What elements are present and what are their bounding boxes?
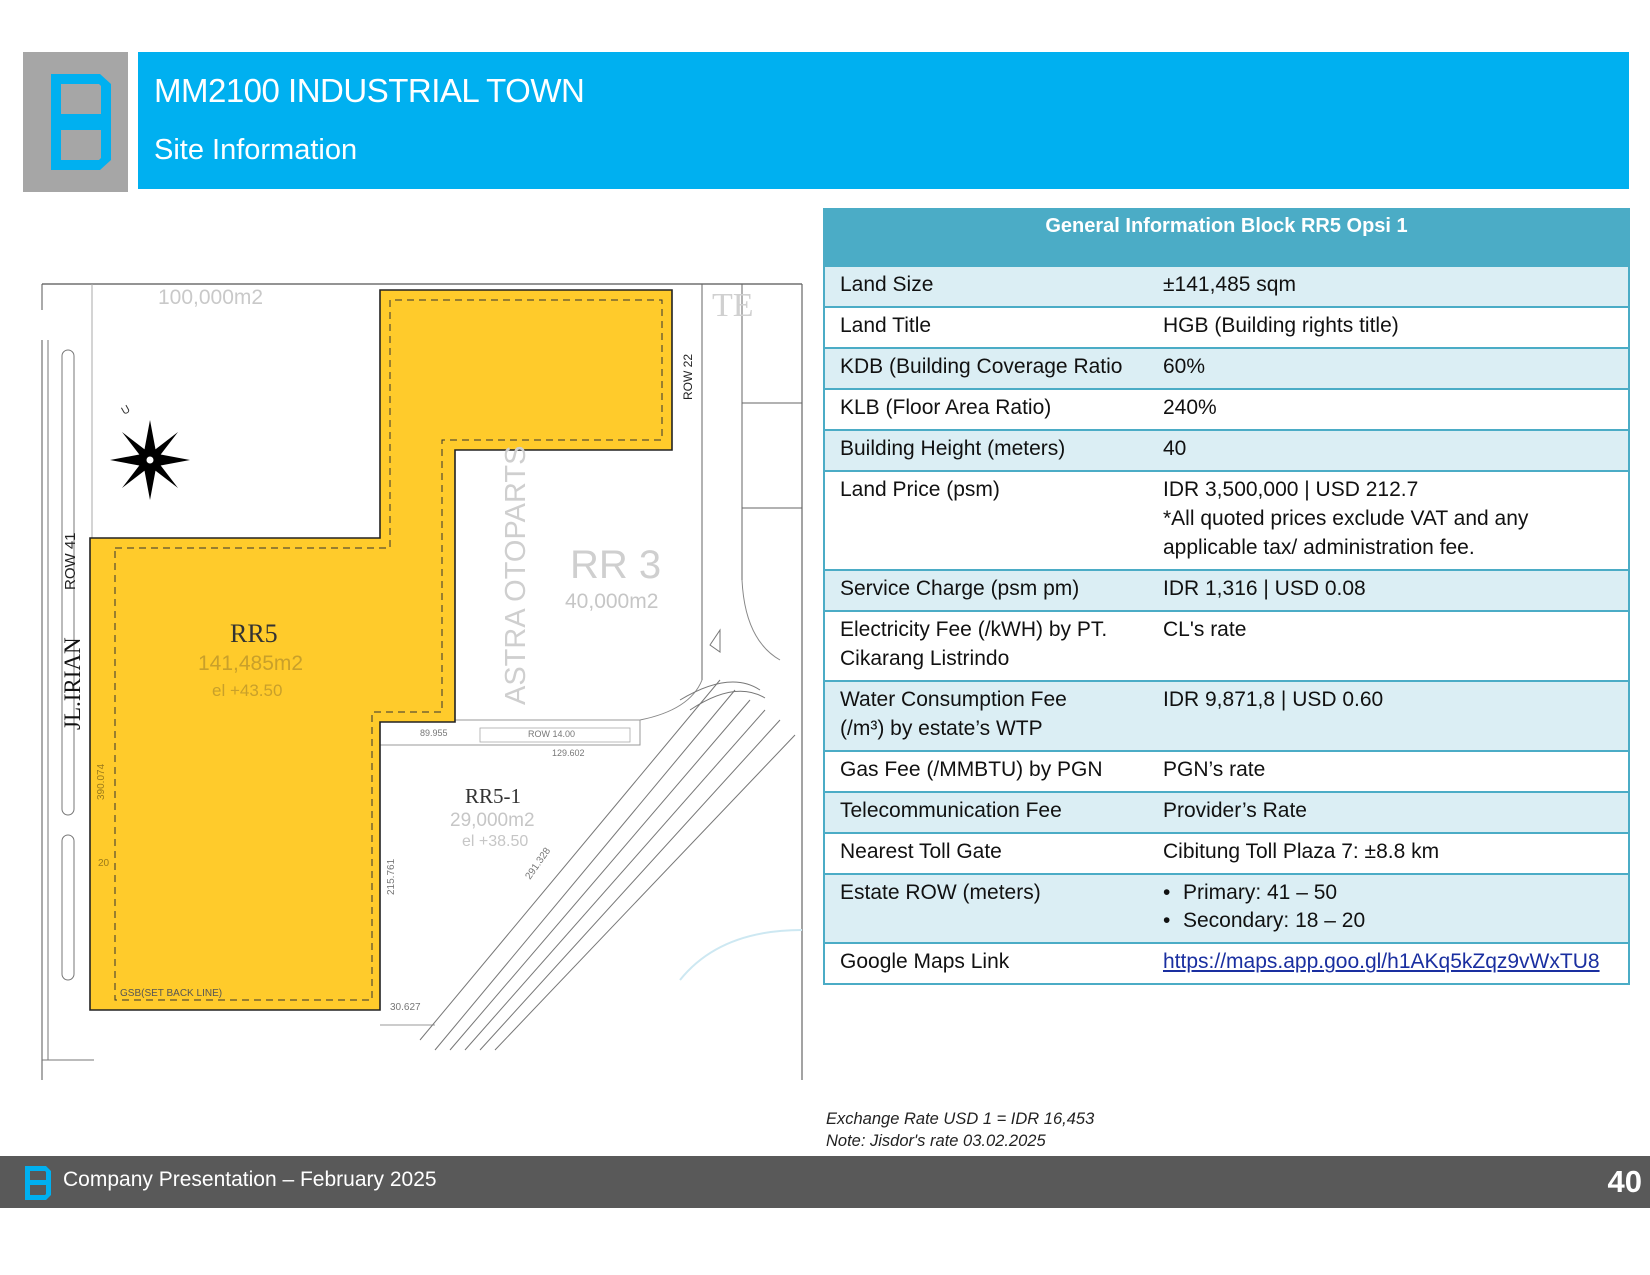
dim-390: 390.074 <box>96 763 107 800</box>
table-row <box>824 874 1629 944</box>
footer-text: Company Presentation – February 2025 <box>63 1168 437 1191</box>
road-label: JL.IRIAN <box>60 637 85 730</box>
te-label: TE <box>712 287 754 324</box>
table-row <box>824 681 1629 751</box>
rr5-elevation: el +43.50 <box>212 681 283 700</box>
compass-label: U <box>119 403 133 418</box>
site-plan-map <box>40 280 810 1085</box>
row-label: KDB (Building Coverage Ratio <box>824 348 1153 389</box>
dim-129: 129.602 <box>552 748 585 758</box>
row-label-line2: (/m³) by estate’s WTP <box>840 716 1043 740</box>
row-value: CL's rate <box>1153 611 1629 681</box>
row-label: Service Charge (psm pm) <box>824 570 1153 611</box>
row-label: Land Title <box>824 307 1153 348</box>
row-value: HGB (Building rights title) <box>1153 307 1629 348</box>
row-label: Google Maps Link <box>824 943 1153 984</box>
rr5-name: RR5 <box>230 619 278 648</box>
row-value: PGN’s rate <box>1153 751 1629 792</box>
footer-logo-icon <box>22 1164 54 1202</box>
header-bar <box>138 52 1629 189</box>
row-value-list <box>1153 874 1629 944</box>
exchange-notes <box>826 1108 1094 1153</box>
table-row <box>824 570 1629 611</box>
dim-89: 89.955 <box>420 728 448 738</box>
row-bullet: • Secondary: 18 – 20 <box>1183 907 1620 936</box>
row-label-group <box>824 681 1153 751</box>
row-bullet: • Primary: 41 – 50 <box>1183 879 1620 908</box>
row-value: 40 <box>1153 430 1629 471</box>
page-subtitle: Site Information <box>154 134 358 166</box>
row-label: Gas Fee (/MMBTU) by PGN <box>824 751 1153 792</box>
top-area-label: 100,000m2 <box>158 286 264 309</box>
row-label: Land Price (psm) <box>824 471 1153 570</box>
table-heading: General Information Block RR5 Opsi 1 <box>824 209 1629 266</box>
table-row <box>824 611 1629 681</box>
row-value: 60% <box>1153 348 1629 389</box>
row-label: Building Height (meters) <box>824 430 1153 471</box>
general-info-table <box>823 208 1630 985</box>
rr5-area: 141,485m2 <box>198 652 304 675</box>
exchange-rate: Exchange Rate USD 1 = IDR 16,453 <box>826 1110 1095 1128</box>
row41-label: ROW 41 <box>62 532 79 590</box>
table-row <box>824 266 1629 307</box>
row-value: IDR 9,871,8 | USD 0.60 <box>1153 681 1629 751</box>
dim-row14: ROW 14.00 <box>528 729 576 739</box>
dim-215: 215.761 <box>386 858 397 895</box>
row-value: IDR 1,316 | USD 0.08 <box>1153 570 1629 611</box>
row-label: Nearest Toll Gate <box>824 833 1153 874</box>
table-row <box>824 307 1629 348</box>
setback-label: GSB(SET BACK LINE) <box>120 988 223 999</box>
rr3-area: 40,000m2 <box>565 590 659 613</box>
rr51-area: 29,000m2 <box>450 810 535 831</box>
row-value: 240% <box>1153 389 1629 430</box>
footer-bar <box>0 1156 1650 1208</box>
table-row <box>824 348 1629 389</box>
row-label: Electricity Fee (/kWH) by PT. Cikarang Listrindo <box>824 611 1153 681</box>
dim-20: 20 <box>98 858 110 869</box>
row22-label: ROW 22 <box>681 353 695 400</box>
table-row <box>824 792 1629 833</box>
row-value-group <box>1153 471 1629 570</box>
row-label: Estate ROW (meters) <box>824 874 1153 944</box>
row-value: IDR 3,500,000 | USD 212.7 <box>1163 477 1419 501</box>
rr5-parcel <box>90 290 672 1010</box>
rate-source: Note: Jisdor's rate 03.02.2025 <box>826 1132 1046 1151</box>
row-label: KLB (Floor Area Ratio) <box>824 389 1153 430</box>
price-note: *All quoted prices exclude VAT and any applicable tax/ administration fee. <box>1163 506 1529 559</box>
dim-30: 30.627 <box>390 1002 421 1013</box>
dim-291: 291.328 <box>523 845 554 882</box>
table-row <box>824 833 1629 874</box>
google-maps-link[interactable]: https://maps.app.goo.gl/h1AKq5kZqz9vWxTU8 <box>1163 950 1600 974</box>
table-row <box>824 389 1629 430</box>
rr51-elevation: el +38.50 <box>462 833 529 850</box>
site-plan-drawing <box>40 280 810 1085</box>
row-label: Land Size <box>824 266 1153 307</box>
page-title: MM2100 INDUSTRIAL TOWN <box>154 72 585 109</box>
row-label: Water Consumption Fee <box>840 687 1067 711</box>
compass-icon <box>110 420 190 500</box>
row-value: Provider’s Rate <box>1153 792 1629 833</box>
company-logo <box>23 52 128 192</box>
page-number: 40 <box>1607 1164 1642 1199</box>
rr3-name: RR 3 <box>570 543 662 587</box>
row-label: Telecommunication Fee <box>824 792 1153 833</box>
logo-icon <box>23 52 128 192</box>
row-value-link-cell <box>1153 943 1629 984</box>
astra-label: ASTRA OTOPARTS <box>500 445 532 705</box>
row-value: ±141,485 sqm <box>1153 266 1629 307</box>
table-row <box>824 430 1629 471</box>
row-value: Cibitung Toll Plaza 7: ±8.8 km <box>1153 833 1629 874</box>
rr51-name: RR5-1 <box>465 784 522 808</box>
table-row <box>824 943 1629 984</box>
table-row <box>824 471 1629 570</box>
table-row <box>824 751 1629 792</box>
